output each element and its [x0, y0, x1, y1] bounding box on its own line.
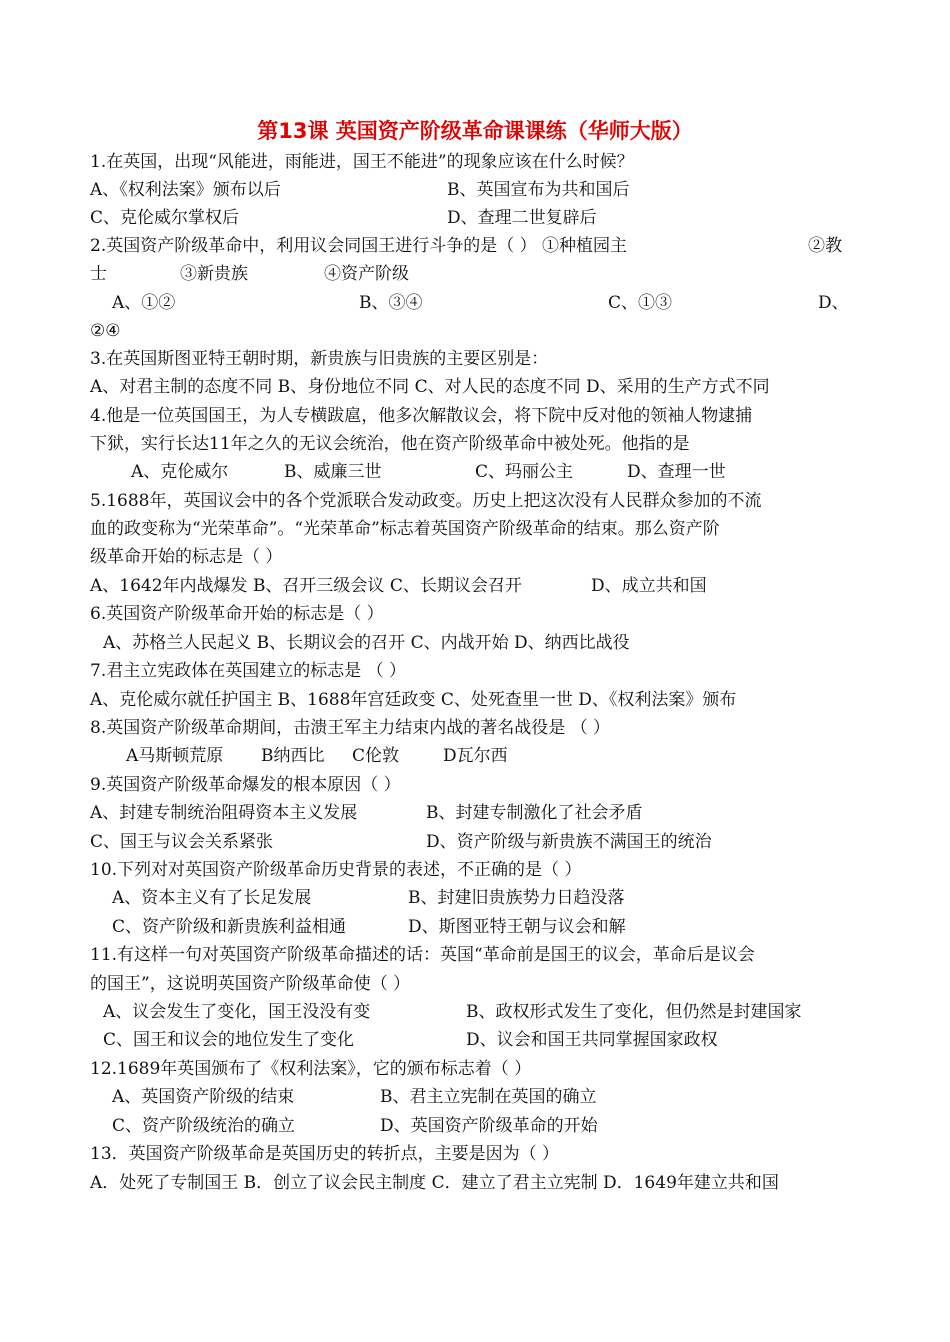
text-line: B、威廉三世	[284, 462, 382, 482]
text-line: A、1642年内战爆发 B、召开三级会议 C、长期议会召开	[90, 576, 522, 596]
text-line: 2.英国资产阶级革命中，利用议会同国王进行斗争的是（ ） ①种植园主	[90, 236, 628, 256]
text-line: 级革命开始的标志是（ ）	[90, 547, 283, 567]
text-line: A、克伦威尔	[131, 462, 229, 482]
text-line: A、苏格兰人民起义 B、长期议会的召开 C、内战开始 D、纳西比战役	[103, 633, 630, 653]
text-line: ②④	[90, 321, 121, 341]
text-line: A、封建专制统治阻碍资本主义发展	[90, 803, 358, 823]
text-line: B纳西比	[261, 746, 325, 766]
text-line: A、①②	[112, 293, 176, 313]
text-line: 下狱，实行长达11年之久的无议会统治，他在资产阶级革命中被处死。他指的是	[90, 434, 690, 454]
text-line: B、政权形式发生了变化，但仍然是封建国家	[466, 1002, 802, 1022]
text-line: D、议会和国王共同掌握国家政权	[466, 1030, 718, 1050]
text-line: 1.在英国，出现“风能进，雨能进，国王不能进”的现象应该在什么时候？	[90, 152, 634, 172]
text-line: B、英国宣布为共和国后	[447, 180, 630, 200]
text-line: C、①③	[608, 293, 673, 313]
text-line: D、斯图亚特王朝与议会和解	[408, 917, 626, 937]
text-line: A、克伦威尔就任护国主 B、1688年宫廷政变 C、处死查里一世 D、《权利法案》颁布	[90, 690, 737, 710]
text-line: D、英国资产阶级革命的开始	[380, 1116, 598, 1136]
text-line: C、玛丽公主	[475, 462, 574, 482]
text-line: C伦敦	[352, 746, 400, 766]
text-line: A．处死了专制国王 B．创立了议会民主制度 C．建立了君主立宪制 D．1649年建立共和国	[90, 1173, 779, 1193]
text-line: ②教	[808, 236, 842, 256]
text-line: ③新贵族	[180, 264, 248, 284]
text-line: D、资产阶级与新贵族不满国王的统治	[426, 832, 712, 852]
text-line: B、封建旧贵族势力日趋没落	[408, 888, 625, 908]
text-line: A、《权利法案》颁布以后	[90, 180, 281, 200]
text-line: A、资本主义有了长足发展	[112, 888, 312, 908]
text-line: 10.下列对对英国资产阶级革命历史背景的表述，不正确的是（ ）	[90, 860, 582, 880]
text-line: A、对君主制的态度不同 B、身份地位不同 C、对人民的态度不同 D、采用的生产方式不同	[90, 377, 770, 397]
text-line: 13．英国资产阶级革命是英国历史的转折点，主要是因为（ ）	[90, 1144, 560, 1164]
text-line: 12.1689年英国颁布了《权利法案》，它的颁布标志着（ ）	[90, 1059, 532, 1079]
text-line: D、查理二世复辟后	[447, 208, 597, 228]
text-line: 7.君主立宪政体在英国建立的标志是 （ ）	[90, 661, 407, 681]
page-title: 第13课 英国资产阶级革命课课练（华师大版）	[257, 119, 693, 143]
text-line: B、③④	[359, 293, 423, 313]
text-line: 的国王”，这说明英国资产阶级革命使（ ）	[90, 974, 411, 994]
text-line: A马斯顿荒原	[126, 746, 224, 766]
text-line: 士	[90, 264, 107, 284]
text-line: 5.1688年，英国议会中的各个党派联合发动政变。历史上把这次没有人民群众参加的不流	[90, 491, 762, 511]
text-line: 4.他是一位英国国王，为人专横跋扈，他多次解散议会，将下院中反对他的领袖人物逮捕	[90, 406, 753, 426]
text-line: C、国王和议会的地位发生了变化	[103, 1030, 355, 1050]
text-line: A、议会发生了变化，国王没没有变	[103, 1002, 371, 1022]
text-line: 9.英国资产阶级革命爆发的根本原因（ ）	[90, 775, 401, 795]
text-line: D瓦尔西	[443, 746, 508, 766]
text-line: 血的政变称为“光荣革命”。“光荣革命”标志着英国资产阶级革命的结束。那么资产阶	[90, 519, 720, 539]
text-line: D、查理一世	[627, 462, 726, 482]
text-line: D、成立共和国	[591, 576, 707, 596]
text-line: C、国王与议会关系紧张	[90, 832, 274, 852]
text-line: D、	[818, 293, 849, 313]
text-line: B、君主立宪制在英国的确立	[380, 1087, 597, 1107]
text-line: C、资产阶级和新贵族利益相通	[112, 917, 347, 937]
text-line: 3.在英国斯图亚特王朝时期，新贵族与旧贵族的主要区别是：	[90, 349, 549, 369]
text-line: 11.有这样一句对英国资产阶级革命描述的话：英国“革命前是国王的议会，革命后是议会	[90, 945, 755, 965]
text-line: 8.英国资产阶级革命期间，击溃王军主力结束内战的著名战役是 （ ）	[90, 718, 611, 738]
text-line: C、克伦威尔掌权后	[90, 208, 240, 228]
text-line: ④资产阶级	[324, 264, 409, 284]
text-line: 6.英国资产阶级革命开始的标志是（ ）	[90, 604, 384, 624]
text-line: B、封建专制激化了社会矛盾	[426, 803, 643, 823]
text-line: C、资产阶级统治的确立	[112, 1116, 296, 1136]
text-line: A、英国资产阶级的结束	[112, 1087, 295, 1107]
